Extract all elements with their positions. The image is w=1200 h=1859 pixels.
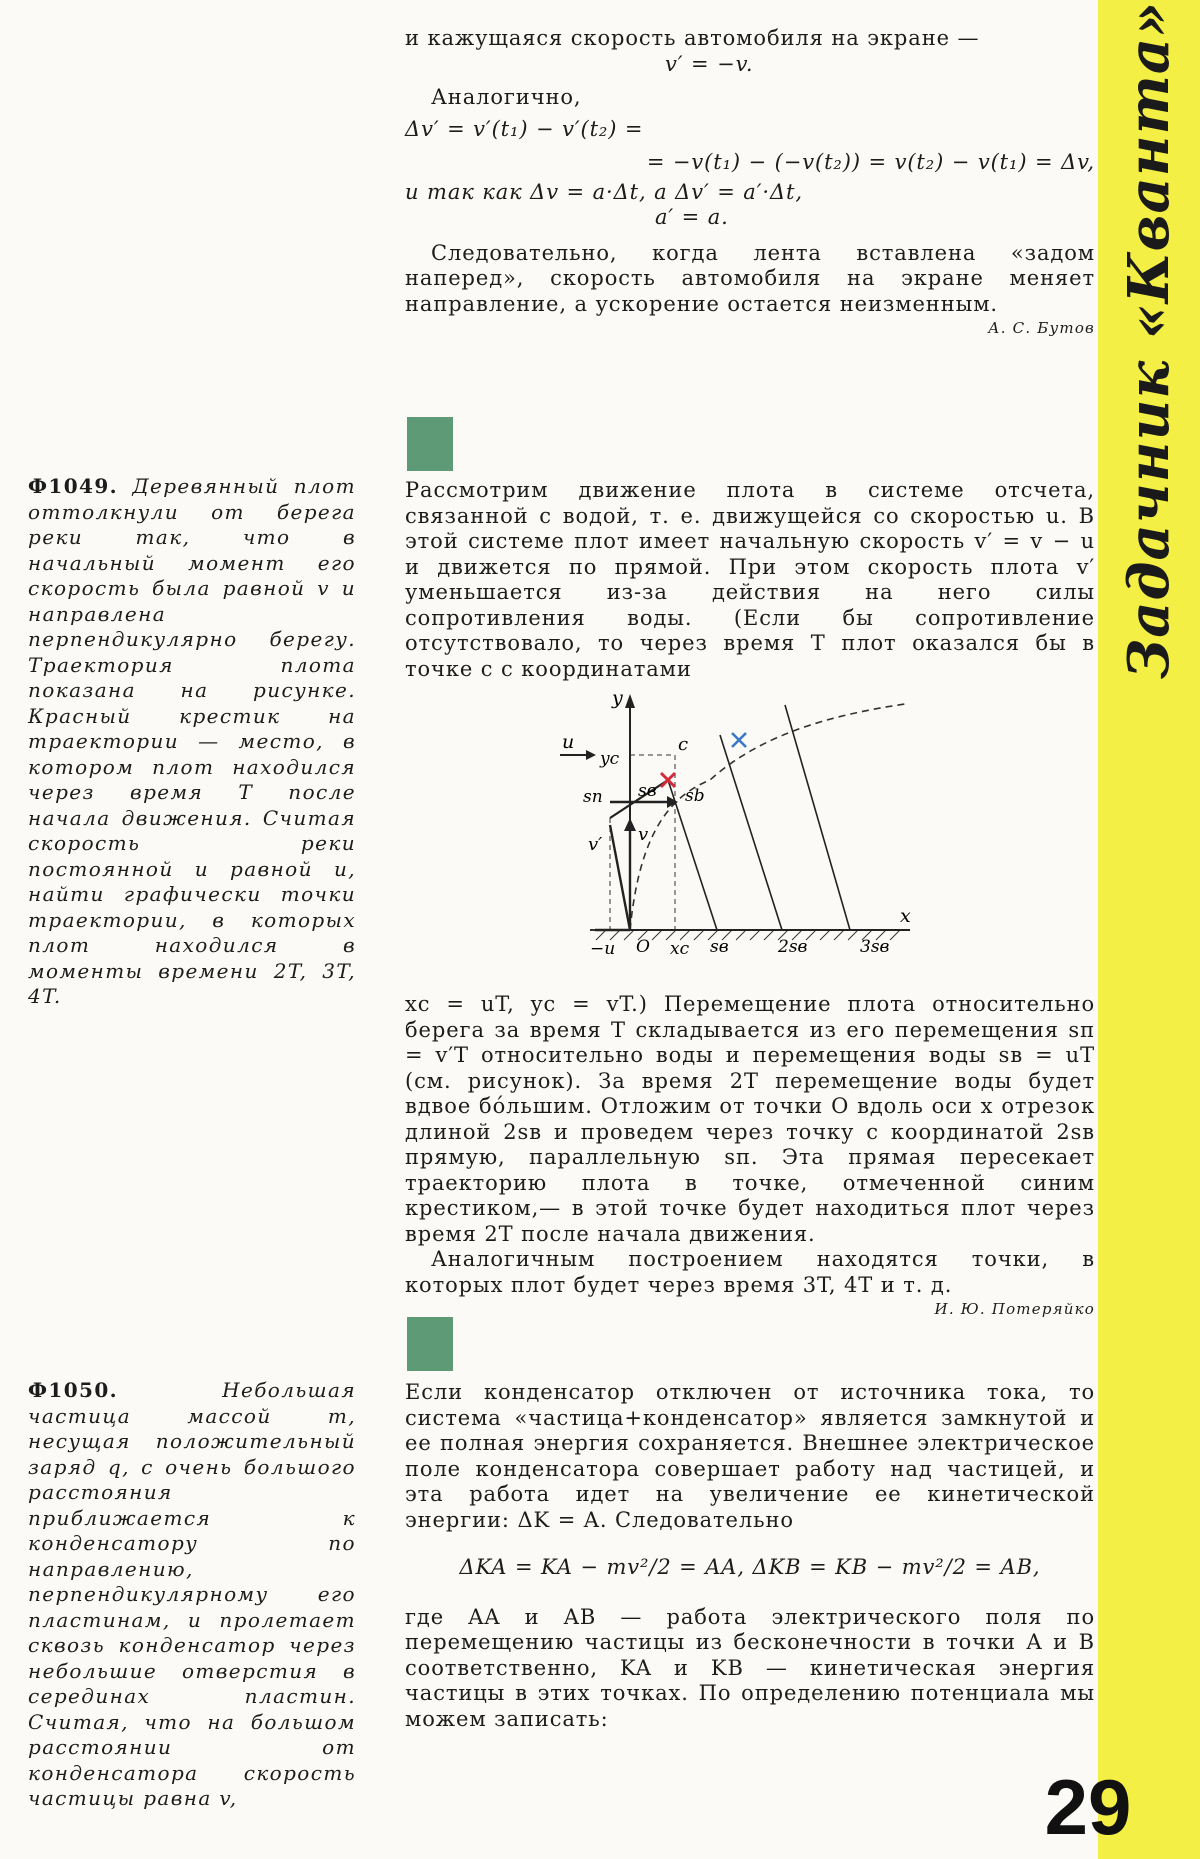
equation: a′ = a. xyxy=(655,205,729,229)
equation: Δv′ = v′(t₁) − v′(t₂) = xyxy=(405,116,644,141)
label-v: v xyxy=(638,824,649,845)
solution-f1050 xyxy=(405,1380,1095,1732)
blue-cross xyxy=(732,733,746,747)
label-sb: sb xyxy=(685,786,705,806)
paragraph: Аналогичным построением находятся точки, в которых плот будет через время 3T, 4T и т. д. xyxy=(405,1247,1095,1297)
problem-text: Небольшая частица массой m, несущая положительный заряд q, с очень большого расстояния приближается к конденсатору по направлению, перпендикулярному его пластинам, и пролетает сквозь конденсатор через небольшие отверстия в серединах пластин. Считая, что на большом расстоянии от конденсатора скорость частицы равна v, xyxy=(28,1378,356,1810)
equation: = −v(t₁) − (−v(t₂)) = v(t₂) − v(t₁) = Δv, xyxy=(646,150,1095,174)
solution-marker xyxy=(407,1317,453,1371)
red-cross xyxy=(661,773,675,787)
label-y: y xyxy=(612,690,623,709)
label-minus-u: −u xyxy=(590,939,616,959)
label-yc: yc xyxy=(600,749,620,769)
author: И. Ю. Потеряйко xyxy=(934,1300,1095,1318)
label-u: u xyxy=(562,731,575,753)
raft-trajectory-figure xyxy=(560,690,930,970)
equation: и так как Δv = a·Δt, а Δv′ = a′·Δt, xyxy=(405,179,803,204)
line-s3 xyxy=(785,705,850,930)
label-sv-top: sв xyxy=(638,781,657,801)
solution-f1049-part2 xyxy=(405,992,1095,1320)
page-number: 29 xyxy=(1044,1763,1132,1851)
problem-text: Деревянный плот оттолкнули от берега реки так, что в начальный момент его скорость была равной v и направлена перпендикулярно берегу. Траектория плота показана на рисунке. Красный крестик на траектории — место, в котором плот находился через время T после начала движения. Считая скорость реки постоянной и равной u, найти графически точки траектории, в которых плот находился в моменты времени 2T, 3T, 4T. xyxy=(28,474,356,1008)
solution-f1049-part1 xyxy=(405,478,1095,682)
equation: v′ = −v. xyxy=(665,51,754,76)
label-s-v: sв xyxy=(710,937,729,957)
line-s2 xyxy=(720,735,782,930)
label-3s-v: 3sв xyxy=(860,937,890,957)
problem-number: Ф1050. xyxy=(28,1378,119,1402)
paragraph: Рассмотрим движение плота в системе отсчета, связанной с водой, т. е. движущейся со скоростью u. В этой системе плот имеет начальную скорость v′ = v − u и движется по прямой. При этом скорость плота v′ уменьшается из-за действия на него силы сопротивления воды. (Если бы сопротивление отсутствовало, то через время T плот оказался бы в точке c с координатами xyxy=(405,478,1095,681)
equation: ΔKA = KA − mv²/2 = AA, ΔKB = KB − mv²/2 = AB, xyxy=(459,1555,1041,1579)
text-line: и кажущаяся скорость автомобиля на экране — xyxy=(405,26,980,50)
vector-v-prime xyxy=(610,825,630,930)
label-sp: sп xyxy=(583,787,603,807)
text-line: Аналогично, xyxy=(431,85,582,109)
paragraph: Если конденсатор отключен от источника тока, то система «частица+конденсатор» является замкнутой и ее полная энергия сохраняется. Внешнее электрическое поле конденсатора совершает работу над частицей, и эта работа идет на увеличение ее кинетической энергии: ΔK = A. Следовательно xyxy=(405,1380,1095,1532)
section-title: Задачник «Кванта» xyxy=(1116,0,1182,680)
label-xc: xc xyxy=(670,939,690,959)
label-v-prime: v′ xyxy=(588,834,603,855)
problem-number: Ф1049. xyxy=(28,474,119,498)
label-x: x xyxy=(900,905,911,927)
paragraph: xc = uT, yc = vT.) Перемещение плота относительно берега за время T складывается из его перемещения sп = v′T относительно воды и перемещения воды sв = uT (см. рисунок). За время 2T перемещение воды будет вдвое бо́льшим. Отложим от точки O вдоль оси x отрезок длиной 2sв и проведем через точку с координатой 2sв прямую, параллельную sп. Эта прямая пересекает траекторию плота в точке, отмеченной синим крестиком,— в этой точке будет находиться плот через время 2T после начала движения. xyxy=(405,992,1095,1246)
label-2s-v: 2sв xyxy=(778,937,808,957)
trajectory xyxy=(630,704,905,930)
author: А. С. Бутов xyxy=(988,319,1095,337)
top-block xyxy=(405,26,1095,339)
problem-f1050 xyxy=(28,1378,356,1812)
label-origin: O xyxy=(636,937,650,957)
paragraph: где AA и AB — работа электрического поля по перемещению частицы из бесконечности в точки A и B соответственно, KA и KB — кинетическая энергия частицы в этих точках. По определению потенциала мы можем записать: xyxy=(405,1604,1095,1731)
problem-f1049 xyxy=(28,474,356,1010)
paragraph: Следовательно, когда лента вставлена «задом наперед», скорость автомобиля на экране меняет направление, а ускорение остается неизменным. xyxy=(405,240,1095,316)
label-c: c xyxy=(678,734,689,755)
solution-marker xyxy=(407,417,453,471)
